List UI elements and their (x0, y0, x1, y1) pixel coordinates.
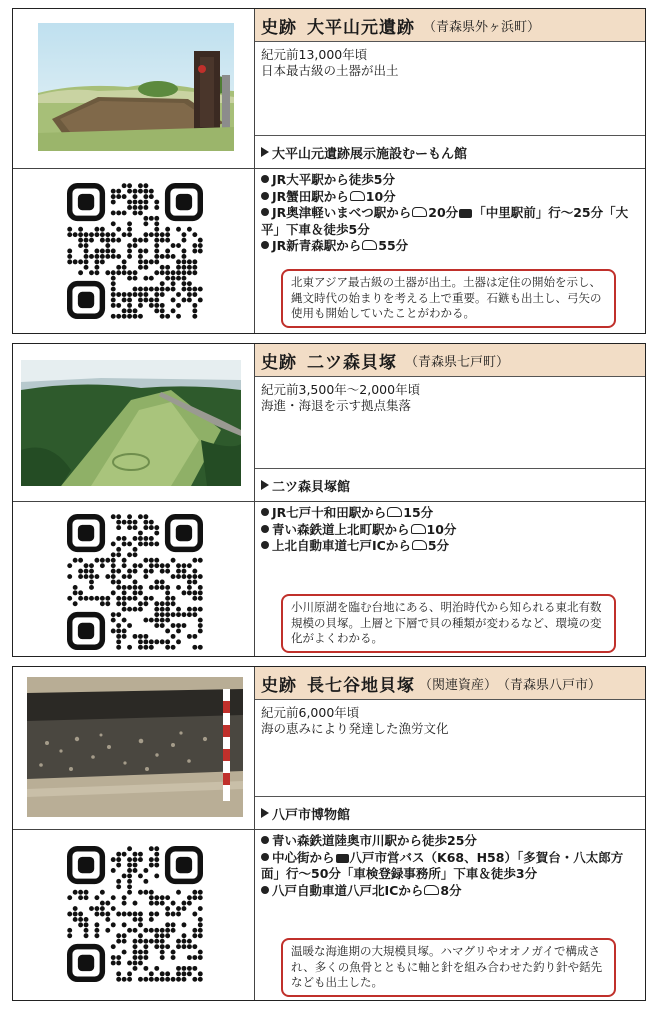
qr-cell (13, 830, 255, 1000)
access-item: 上北自動車道七戸ICから 5分 (261, 538, 639, 555)
site-prefecture: （青森県外ヶ浜町） (423, 19, 541, 35)
access-item: 青い森鉄道陸奥市川駅から徒歩25分 (261, 833, 639, 850)
site-note: 小川原湖を臨む台地にある、明治時代から知られる東北有数規模の貝塚。上層と下層で貝の種類が変わるなど、環境の変化がよくわかる。 (281, 594, 616, 653)
access-list (255, 169, 645, 255)
site-description (255, 377, 645, 414)
car-icon (350, 191, 365, 201)
access-item: JR蟹田駅から 10分 (261, 189, 639, 206)
site-note: 北東アジア最古級の土器が出土。土器は定住の開始を示し、縄文時代の始まりを考える上で重要。石鏃も出土し、弓矢の使用も開始していたことがわかる。 (281, 269, 616, 328)
museum-name: 大平山元遺跡展示施設むーもん館 (272, 146, 468, 162)
access-item: JR新青森駅から 55分 (261, 238, 639, 255)
site-block-3 (12, 666, 646, 1001)
bus-icon (336, 854, 349, 863)
museum-name: 八戸市博物館 (272, 807, 351, 823)
access-item: JR七戸十和田駅から 15分 (261, 505, 639, 522)
car-icon (412, 207, 427, 217)
site-description (255, 700, 645, 737)
site-prefecture: （青森県七戸町） (405, 354, 510, 370)
title-prefix: 史跡 (261, 675, 297, 696)
access-list (255, 502, 645, 555)
access-item: JR大平駅から徒歩5分 (261, 172, 639, 189)
museum-link[interactable] (255, 468, 645, 501)
access-item: 中心街から 八戸市営バス（K68、H58）「多賀台・八太郎方面」行～50分「車検登録事務所」下車＆徒歩3分 (261, 849, 624, 881)
site-summary: 海進・海退を示す拠点集落 (261, 398, 412, 413)
bullet-icon (261, 836, 269, 844)
photo-cell (13, 344, 255, 501)
triangle-icon (261, 808, 269, 818)
bullet-icon (261, 241, 269, 249)
site-related: （関連資産） (419, 677, 498, 693)
title-prefix: 史跡 (261, 352, 297, 373)
bullet-icon (261, 508, 269, 516)
car-icon (424, 885, 439, 895)
car-icon (362, 240, 377, 250)
site-title-bar (255, 9, 645, 42)
qr-code-2[interactable] (67, 514, 203, 650)
photo-cell (13, 9, 255, 168)
access-item: 八戸自動車道八戸北ICから 8分 (261, 883, 639, 900)
car-icon (411, 524, 426, 534)
site-title-bar (255, 667, 645, 700)
site-note: 温暖な海進期の大規模貝塚。ハマグリやオオノガイで構成され、多くの魚骨とともに軸と針を組み合わせた釣り針や銛先なども出土した。 (281, 938, 616, 997)
site-summary: 海の恵みにより発達した漁労文化 (261, 721, 449, 736)
site-description (255, 42, 645, 79)
car-icon (412, 540, 427, 550)
qr-code-3[interactable] (67, 846, 203, 982)
site-title (261, 671, 415, 696)
bullet-icon (261, 853, 269, 861)
site-summary: 日本最古級の土器が出土 (261, 63, 399, 78)
bullet-icon (261, 175, 269, 183)
site-photo-choshichiyachi (27, 677, 243, 817)
triangle-icon (261, 147, 269, 157)
page (12, 8, 646, 1010)
photo-cell (13, 667, 255, 829)
site-block-1 (12, 8, 646, 334)
site-name: 長七谷地貝塚 (307, 675, 415, 696)
qr-code-1[interactable] (67, 183, 203, 319)
qr-cell (13, 502, 255, 656)
bus-icon (459, 209, 472, 218)
bullet-icon (261, 541, 269, 549)
museum-name: 二ツ森貝塚館 (272, 479, 351, 495)
access-item: 青い森鉄道上北町駅から 10分 (261, 522, 639, 539)
bullet-icon (261, 192, 269, 200)
info-cell (255, 344, 645, 501)
site-photo-oodai (38, 23, 234, 151)
site-title (261, 348, 397, 373)
museum-link[interactable] (255, 796, 645, 829)
site-date: 紀元前3,500年～2,000年頃 (261, 382, 421, 397)
access-cell (255, 502, 645, 656)
site-name: 大平山元遺跡 (307, 17, 415, 38)
access-item: JR奥津軽いまべつ駅から 20分 「中里駅前」行～25分「大平」下車＆徒歩5分 (261, 205, 629, 237)
info-cell (255, 9, 645, 168)
car-icon (387, 507, 402, 517)
triangle-icon (261, 480, 269, 490)
site-prefecture: （青森県八戸市） (497, 677, 602, 693)
bullet-icon (261, 208, 269, 216)
site-title (261, 13, 415, 38)
site-name: 二ツ森貝塚 (307, 352, 397, 373)
museum-link[interactable] (255, 135, 645, 168)
site-date: 紀元前6,000年頃 (261, 705, 360, 720)
site-date: 紀元前13,000年頃 (261, 47, 368, 62)
site-block-2 (12, 343, 646, 657)
info-cell (255, 667, 645, 829)
qr-cell (13, 169, 255, 333)
site-photo-futatsumori (21, 360, 241, 486)
access-cell (255, 830, 645, 1000)
title-prefix: 史跡 (261, 17, 297, 38)
site-title-bar (255, 344, 645, 377)
bullet-icon (261, 886, 269, 894)
access-cell (255, 169, 645, 333)
access-list (255, 830, 645, 899)
bullet-icon (261, 525, 269, 533)
